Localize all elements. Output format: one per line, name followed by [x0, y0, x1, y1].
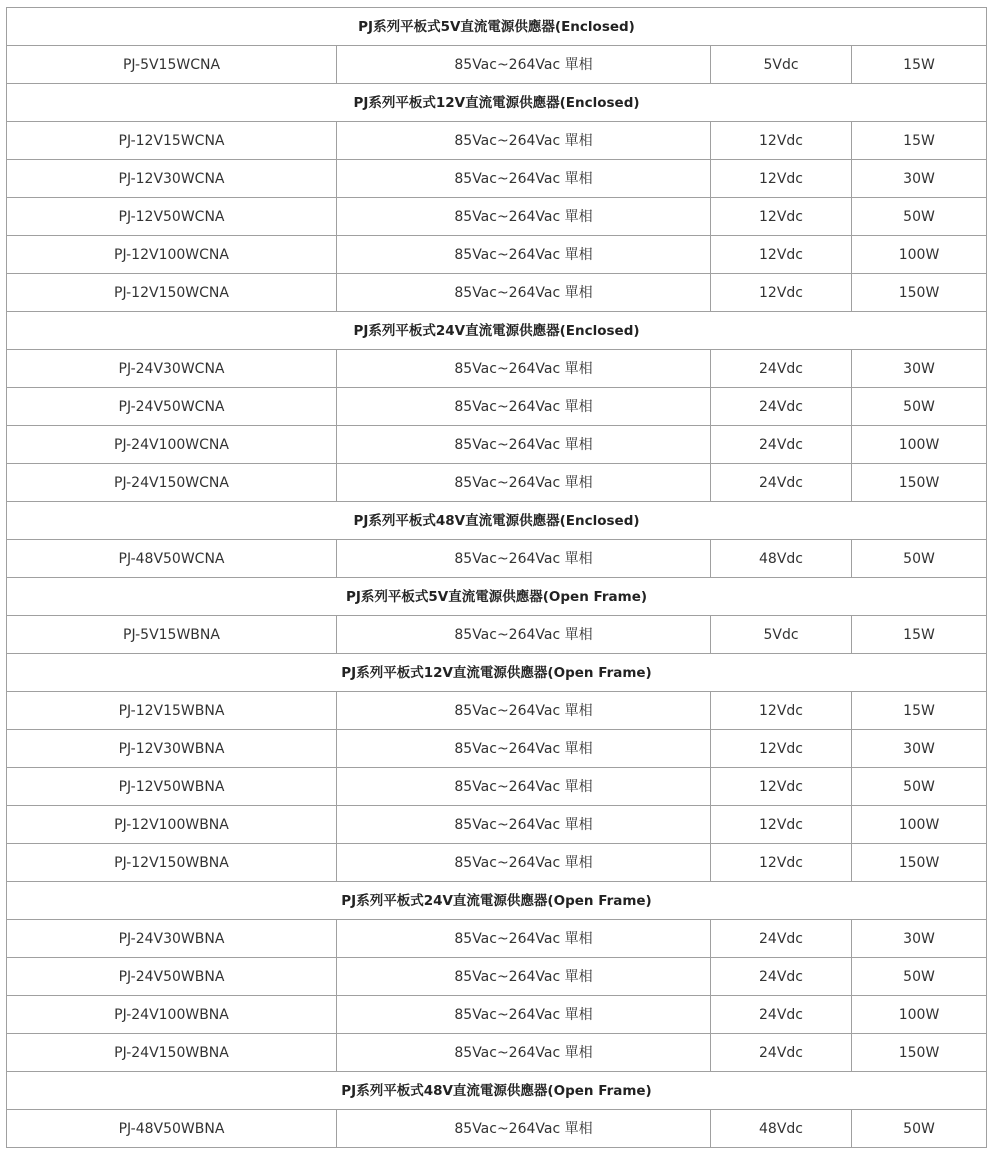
power-rating-cell: 30W [852, 730, 987, 768]
power-rating-cell: 15W [852, 692, 987, 730]
table-row [7, 236, 987, 274]
input-voltage-cell: 85Vac~264Vac 單相 [337, 426, 711, 464]
section-title: PJ系列平板式48V直流電源供應器(Open Frame) [7, 1072, 987, 1110]
input-voltage-cell: 85Vac~264Vac 單相 [337, 768, 711, 806]
input-voltage-cell: 85Vac~264Vac 單相 [337, 464, 711, 502]
output-voltage-cell: 12Vdc [711, 236, 852, 274]
power-rating-cell: 15W [852, 122, 987, 160]
power-rating-cell: 50W [852, 768, 987, 806]
section-title: PJ系列平板式48V直流電源供應器(Enclosed) [7, 502, 987, 540]
section-title: PJ系列平板式24V直流電源供應器(Open Frame) [7, 882, 987, 920]
model-cell: PJ-12V15WCNA [7, 122, 337, 160]
model-cell: PJ-24V150WBNA [7, 1034, 337, 1072]
output-voltage-cell: 5Vdc [711, 46, 852, 84]
input-voltage-cell: 85Vac~264Vac 單相 [337, 1110, 711, 1148]
model-cell: PJ-24V100WCNA [7, 426, 337, 464]
section-header-row [7, 84, 987, 122]
model-cell: PJ-24V150WCNA [7, 464, 337, 502]
output-voltage-cell: 12Vdc [711, 122, 852, 160]
power-rating-cell: 150W [852, 1034, 987, 1072]
input-voltage-cell: 85Vac~264Vac 單相 [337, 274, 711, 312]
model-cell: PJ-12V30WBNA [7, 730, 337, 768]
model-cell: PJ-12V15WBNA [7, 692, 337, 730]
section-header-row [7, 312, 987, 350]
section-title: PJ系列平板式24V直流電源供應器(Enclosed) [7, 312, 987, 350]
power-rating-cell: 50W [852, 388, 987, 426]
output-voltage-cell: 12Vdc [711, 806, 852, 844]
power-rating-cell: 15W [852, 46, 987, 84]
section-header-row [7, 654, 987, 692]
output-voltage-cell: 24Vdc [711, 996, 852, 1034]
input-voltage-cell: 85Vac~264Vac 單相 [337, 198, 711, 236]
section-title: PJ系列平板式5V直流電源供應器(Enclosed) [7, 8, 987, 46]
power-rating-cell: 100W [852, 996, 987, 1034]
output-voltage-cell: 24Vdc [711, 426, 852, 464]
table-row [7, 46, 987, 84]
input-voltage-cell: 85Vac~264Vac 單相 [337, 616, 711, 654]
power-rating-cell: 150W [852, 844, 987, 882]
section-header-row [7, 502, 987, 540]
output-voltage-cell: 12Vdc [711, 160, 852, 198]
section-title: PJ系列平板式12V直流電源供應器(Open Frame) [7, 654, 987, 692]
spec-table-body [7, 8, 987, 1148]
power-rating-cell: 100W [852, 426, 987, 464]
output-voltage-cell: 24Vdc [711, 388, 852, 426]
table-row [7, 768, 987, 806]
output-voltage-cell: 12Vdc [711, 844, 852, 882]
input-voltage-cell: 85Vac~264Vac 單相 [337, 806, 711, 844]
model-cell: PJ-12V50WCNA [7, 198, 337, 236]
input-voltage-cell: 85Vac~264Vac 單相 [337, 388, 711, 426]
input-voltage-cell: 85Vac~264Vac 單相 [337, 122, 711, 160]
model-cell: PJ-24V30WBNA [7, 920, 337, 958]
table-row [7, 274, 987, 312]
input-voltage-cell: 85Vac~264Vac 單相 [337, 996, 711, 1034]
model-cell: PJ-12V100WBNA [7, 806, 337, 844]
table-row [7, 692, 987, 730]
output-voltage-cell: 24Vdc [711, 1034, 852, 1072]
output-voltage-cell: 12Vdc [711, 768, 852, 806]
output-voltage-cell: 12Vdc [711, 692, 852, 730]
power-rating-cell: 150W [852, 464, 987, 502]
output-voltage-cell: 48Vdc [711, 1110, 852, 1148]
input-voltage-cell: 85Vac~264Vac 單相 [337, 920, 711, 958]
table-row [7, 616, 987, 654]
output-voltage-cell: 12Vdc [711, 274, 852, 312]
input-voltage-cell: 85Vac~264Vac 單相 [337, 958, 711, 996]
power-rating-cell: 150W [852, 274, 987, 312]
output-voltage-cell: 24Vdc [711, 958, 852, 996]
power-rating-cell: 100W [852, 236, 987, 274]
output-voltage-cell: 24Vdc [711, 350, 852, 388]
power-rating-cell: 15W [852, 616, 987, 654]
table-row [7, 426, 987, 464]
output-voltage-cell: 24Vdc [711, 464, 852, 502]
table-row [7, 350, 987, 388]
table-row [7, 198, 987, 236]
input-voltage-cell: 85Vac~264Vac 單相 [337, 692, 711, 730]
power-rating-cell: 50W [852, 1110, 987, 1148]
model-cell: PJ-24V50WCNA [7, 388, 337, 426]
table-row [7, 806, 987, 844]
table-row [7, 122, 987, 160]
output-voltage-cell: 5Vdc [711, 616, 852, 654]
model-cell: PJ-5V15WCNA [7, 46, 337, 84]
table-row [7, 920, 987, 958]
table-row [7, 160, 987, 198]
power-rating-cell: 50W [852, 198, 987, 236]
input-voltage-cell: 85Vac~264Vac 單相 [337, 540, 711, 578]
model-cell: PJ-24V50WBNA [7, 958, 337, 996]
table-row [7, 844, 987, 882]
section-title: PJ系列平板式12V直流電源供應器(Enclosed) [7, 84, 987, 122]
power-rating-cell: 30W [852, 920, 987, 958]
input-voltage-cell: 85Vac~264Vac 單相 [337, 350, 711, 388]
output-voltage-cell: 12Vdc [711, 198, 852, 236]
section-header-row [7, 578, 987, 616]
model-cell: PJ-12V150WBNA [7, 844, 337, 882]
power-rating-cell: 50W [852, 958, 987, 996]
section-header-row [7, 8, 987, 46]
power-rating-cell: 30W [852, 350, 987, 388]
input-voltage-cell: 85Vac~264Vac 單相 [337, 844, 711, 882]
model-cell: PJ-12V30WCNA [7, 160, 337, 198]
power-supply-spec-table [6, 7, 987, 1148]
table-row [7, 464, 987, 502]
section-title: PJ系列平板式5V直流電源供應器(Open Frame) [7, 578, 987, 616]
model-cell: PJ-48V50WCNA [7, 540, 337, 578]
output-voltage-cell: 48Vdc [711, 540, 852, 578]
table-row [7, 1034, 987, 1072]
table-row [7, 388, 987, 426]
input-voltage-cell: 85Vac~264Vac 單相 [337, 160, 711, 198]
power-rating-cell: 30W [852, 160, 987, 198]
table-row [7, 1110, 987, 1148]
input-voltage-cell: 85Vac~264Vac 單相 [337, 46, 711, 84]
power-rating-cell: 50W [852, 540, 987, 578]
table-row [7, 730, 987, 768]
model-cell: PJ-24V30WCNA [7, 350, 337, 388]
input-voltage-cell: 85Vac~264Vac 單相 [337, 730, 711, 768]
output-voltage-cell: 24Vdc [711, 920, 852, 958]
model-cell: PJ-24V100WBNA [7, 996, 337, 1034]
power-rating-cell: 100W [852, 806, 987, 844]
table-row [7, 996, 987, 1034]
section-header-row [7, 1072, 987, 1110]
model-cell: PJ-48V50WBNA [7, 1110, 337, 1148]
input-voltage-cell: 85Vac~264Vac 單相 [337, 1034, 711, 1072]
model-cell: PJ-12V100WCNA [7, 236, 337, 274]
input-voltage-cell: 85Vac~264Vac 單相 [337, 236, 711, 274]
section-header-row [7, 882, 987, 920]
model-cell: PJ-12V50WBNA [7, 768, 337, 806]
model-cell: PJ-12V150WCNA [7, 274, 337, 312]
table-row [7, 540, 987, 578]
table-row [7, 958, 987, 996]
output-voltage-cell: 12Vdc [711, 730, 852, 768]
model-cell: PJ-5V15WBNA [7, 616, 337, 654]
